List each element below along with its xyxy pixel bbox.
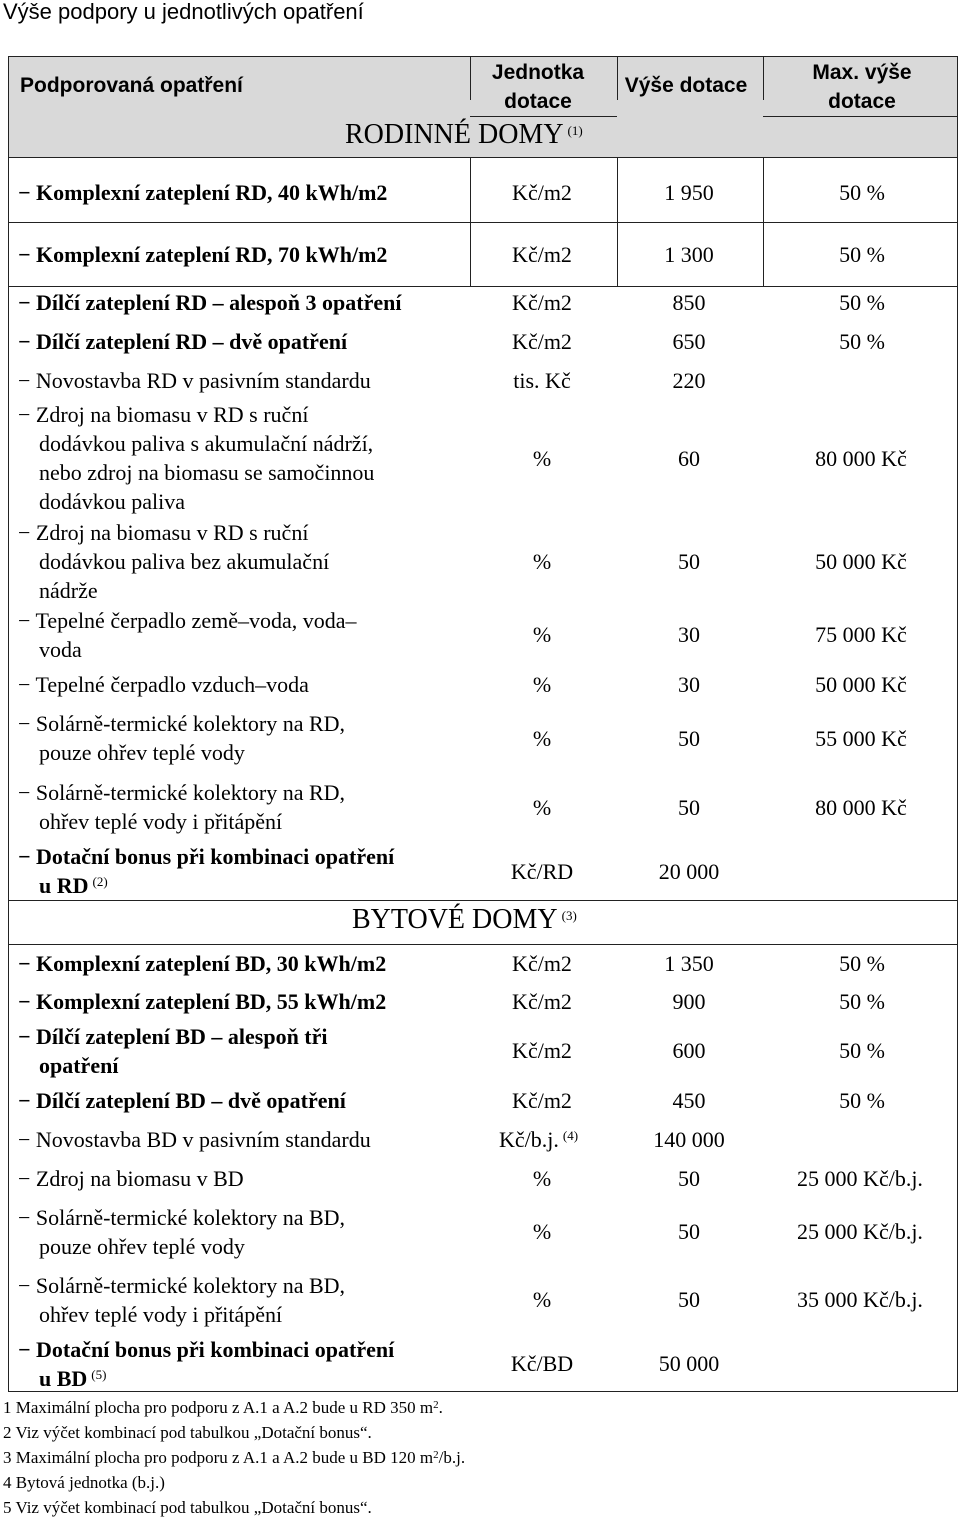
grid-line (8, 900, 958, 901)
measure-line: pouze ohřev teplé vody (39, 740, 245, 765)
unit-cell: Kč/m2 (512, 1038, 572, 1063)
footnote-text: 1 Maximální plocha pro podporu z A.1 a A.2 bude u RD 350 m (3, 1398, 434, 1417)
unit-cell: tis. Kč (513, 368, 571, 393)
section-note-rd: (1) (567, 123, 583, 138)
footnote: 4 Bytová jednotka (b.j.) (3, 1473, 165, 1492)
measure-line: nebo zdroj na biomasu se samočinnou (39, 460, 375, 485)
amount-cell: 850 (672, 290, 706, 315)
measure-line: opatření (39, 1053, 119, 1078)
unit-cell: % (532, 1287, 552, 1312)
unit-cell: Kč/BD (510, 1351, 574, 1376)
unit-cell: % (532, 446, 552, 471)
amount-cell: 30 (678, 622, 700, 647)
max-cell: 50 % (839, 290, 885, 315)
max-cell: 80 000 Kč (815, 446, 907, 471)
header-unit-line1: Jednotka (491, 61, 585, 84)
max-cell: 50 % (839, 1088, 885, 1113)
grid-line (470, 116, 617, 117)
measure-line: − Dotační bonus při kombinaci opatření (18, 844, 395, 869)
measure-cell: − Zdroj na biomasu v BD (18, 1166, 244, 1191)
measure-line: dodávkou paliva (39, 489, 186, 514)
footnote-tail: /b.j. (438, 1448, 466, 1467)
grid-line (8, 157, 958, 158)
amount-cell: 50 (678, 1219, 700, 1244)
measure-line: voda (39, 637, 82, 662)
grid-line (8, 222, 958, 223)
measure-line: dodávkou paliva bez akumulační (39, 549, 330, 574)
measure-line: dodávkou paliva s akumulační nádrží, (39, 431, 374, 456)
max-cell: 50 % (839, 1038, 885, 1063)
amount-cell: 30 (678, 672, 700, 697)
amount-cell: 50 (678, 549, 700, 574)
measure-cell: − Dílčí zateplení RD – dvě opatření (18, 329, 348, 354)
header-max-line2: dotace (828, 90, 896, 113)
amount-cell: 20 000 (658, 859, 720, 884)
measure-line: − Solárně-termické kolektory na RD, (18, 711, 346, 736)
grid-line (763, 116, 958, 117)
measure-note: (5) (91, 1367, 107, 1382)
unit-cell: Kč/m2 (512, 242, 572, 267)
unit-note: (4) (562, 1128, 579, 1143)
section-title-bd (352, 903, 577, 937)
unit-cell: Kč/m2 (512, 1088, 572, 1113)
measure-line: nádrže (39, 578, 98, 603)
grid-line (763, 56, 764, 100)
max-cell: 75 000 Kč (815, 622, 907, 647)
max-cell: 35 000 Kč/b.j. (797, 1287, 923, 1312)
grid-line (470, 56, 471, 100)
grid-line (617, 56, 618, 100)
section-title-rd-text: RODINNÉ DOMY (345, 119, 564, 150)
grid-line (763, 157, 764, 286)
amount-cell: 50 (678, 1287, 700, 1312)
measure-line: − Zdroj na biomasu v RD s ruční (18, 520, 309, 545)
amount-cell: 50 000 (658, 1351, 720, 1376)
measure-cell: − Komplexní zateplení BD, 30 kWh/m2 (18, 951, 387, 976)
amount-cell: 650 (672, 329, 706, 354)
header-unit-line2: dotace (504, 90, 572, 113)
footnote (3, 1447, 465, 1469)
measure-line: pouze ohřev teplé vody (39, 1234, 245, 1259)
footnote: 2 Viz výčet kombinací pod tabulkou „Dotační bonus“. (3, 1423, 372, 1442)
footnote-tail: . (438, 1398, 443, 1417)
amount-cell: 50 (678, 795, 700, 820)
measure-line-text: u BD (39, 1366, 88, 1391)
section-title-bd-text: BYTOVÉ DOMY (352, 904, 558, 935)
amount-cell: 1 300 (664, 242, 714, 267)
page-heading: Výše podpory u jednotlivých opatření (3, 0, 364, 24)
footnote: 5 Viz výčet kombinací pod tabulkou „Dotační bonus“. (3, 1498, 372, 1517)
measure-line: ohřev teplé vody i přitápění (39, 1302, 283, 1327)
measure-line: ohřev teplé vody i přitápění (39, 809, 283, 834)
measure-cell: − Dílčí zateplení BD – dvě opatření (18, 1088, 346, 1113)
max-cell: 50 000 Kč (815, 672, 907, 697)
measure-cell: − Komplexní zateplení RD, 70 kWh/m2 (18, 242, 388, 267)
header-max-line1: Max. výše (812, 61, 912, 84)
measure-cell: − Novostavba BD v pasivním standardu (18, 1127, 371, 1152)
grid-line (470, 157, 471, 286)
max-cell: 80 000 Kč (815, 795, 907, 820)
measure-line: − Zdroj na biomasu v RD s ruční (18, 402, 309, 427)
amount-cell: 1 950 (664, 180, 714, 205)
unit-cell: % (532, 795, 552, 820)
max-cell: 55 000 Kč (815, 726, 907, 751)
footnote-sup: 2 (433, 1399, 439, 1411)
unit-cell: % (532, 726, 552, 751)
footnote-text: 3 Maximální plocha pro podporu z A.1 a A.2 bude u BD 120 m (3, 1448, 434, 1467)
max-cell: 50 % (839, 951, 885, 976)
unit-cell: % (532, 1166, 552, 1191)
grid-line (617, 157, 618, 286)
amount-cell: 900 (672, 989, 706, 1014)
measure-cell: − Tepelné čerpadlo vzduch–voda (18, 672, 309, 697)
section-note-bd: (3) (561, 908, 577, 923)
unit-cell: % (532, 549, 552, 574)
amount-cell: 50 (678, 726, 700, 751)
measure-line (39, 871, 108, 900)
unit-cell: Kč/m2 (512, 290, 572, 315)
amount-cell: 60 (678, 446, 700, 471)
unit-cell: Kč/m2 (512, 180, 572, 205)
unit-text: Kč/b.j. (499, 1127, 559, 1152)
measure-line (39, 1364, 106, 1393)
amount-cell: 50 (678, 1166, 700, 1191)
amount-cell: 450 (672, 1088, 706, 1113)
unit-cell (499, 1125, 578, 1154)
unit-cell: % (532, 1219, 552, 1244)
measure-line: − Solárně-termické kolektory na BD, (18, 1205, 346, 1230)
measure-cell: − Komplexní zateplení RD, 40 kWh/m2 (18, 180, 388, 205)
measure-line: − Solárně-termické kolektory na BD, (18, 1273, 346, 1298)
measure-line: − Tepelné čerpadlo země–voda, voda– (18, 608, 357, 633)
measure-note: (2) (92, 874, 108, 889)
section-title-rd (345, 118, 583, 152)
amount-cell: 1 350 (664, 951, 714, 976)
header-amount: Výše dotace (624, 74, 748, 97)
max-cell: 50 000 Kč (815, 549, 907, 574)
measure-cell: − Novostavba RD v pasivním standardu (18, 368, 371, 393)
measure-cell: − Dílčí zateplení RD – alespoň 3 opatření (18, 290, 402, 315)
footnote-sup: 2 (433, 1449, 439, 1461)
unit-cell: Kč/RD (510, 859, 574, 884)
max-cell: 50 % (839, 242, 885, 267)
footnote (3, 1397, 443, 1419)
max-cell: 25 000 Kč/b.j. (797, 1219, 923, 1244)
measure-line-text: u RD (39, 873, 89, 898)
measure-cell: − Komplexní zateplení BD, 55 kWh/m2 (18, 989, 387, 1014)
max-cell: 50 % (839, 180, 885, 205)
unit-cell: % (532, 672, 552, 697)
unit-cell: Kč/m2 (512, 989, 572, 1014)
max-cell: 25 000 Kč/b.j. (797, 1166, 923, 1191)
unit-cell: Kč/m2 (512, 951, 572, 976)
measure-line: − Dílčí zateplení BD – alespoň tři (18, 1024, 328, 1049)
grid-line (8, 286, 958, 287)
unit-cell: Kč/m2 (512, 329, 572, 354)
amount-cell: 600 (672, 1038, 706, 1063)
amount-cell: 140 000 (653, 1127, 725, 1152)
max-cell: 50 % (839, 329, 885, 354)
amount-cell: 220 (672, 368, 706, 393)
header-measures: Podporovaná opatření (20, 74, 243, 97)
grid-line (8, 944, 958, 945)
unit-cell: % (532, 622, 552, 647)
measure-line: − Solárně-termické kolektory na RD, (18, 780, 346, 805)
measure-line: − Dotační bonus při kombinaci opatření (18, 1337, 395, 1362)
max-cell: 50 % (839, 989, 885, 1014)
